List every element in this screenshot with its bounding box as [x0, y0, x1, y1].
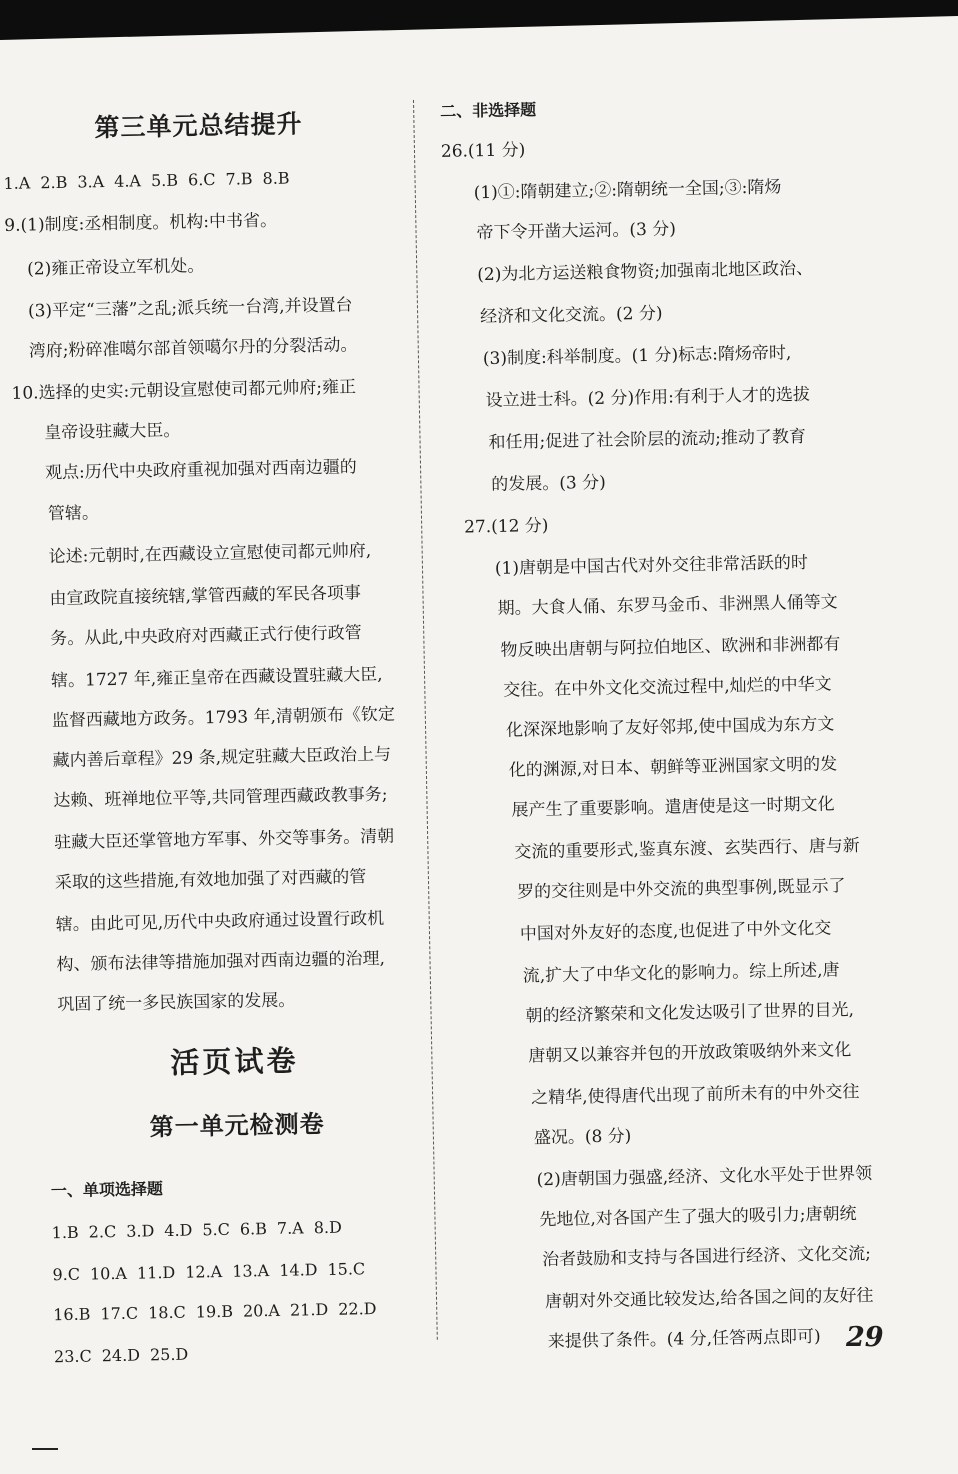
- text-line: (2)唐朝国力强盛,经济、文化水平处于世界领: [536, 1163, 873, 1191]
- text-line: 中国对外友好的态度,也促进了中外文化交: [519, 918, 832, 945]
- mc-answers-row: 23.C 24.D 25.D: [53, 1344, 189, 1367]
- text-line: 管辖。: [47, 503, 100, 525]
- mc-answers-row: 1.B 2.C 3.D 4.D 5.C 6.B 7.A 8.D: [51, 1217, 343, 1243]
- text-line: 10.选择的史实:元朝设宣慰使司都元帅府;雍正: [11, 377, 357, 404]
- text-line: 期。大食人俑、东罗马金币、非洲黑人俑等文: [497, 592, 838, 619]
- text-line: 化的渊源,对日本、朝鲜等亚洲国家文明的发: [508, 754, 838, 781]
- text-line: 巩固了统一多民族国家的发展。: [57, 990, 296, 1016]
- text-line: 交往。在中外文化交流过程中,灿烂的中华文: [503, 674, 832, 701]
- question-number: 27.(12 分): [463, 515, 549, 538]
- bottom-mark: [32, 1448, 58, 1450]
- subsection-title: 第一单元检测卷: [149, 1108, 325, 1142]
- text-line: 交流的重要形式,鉴真东渡、玄奘西行、唐与新: [514, 835, 860, 863]
- text-line: (3)平定“三藩”之乱;派兵统一台湾,并设置台: [27, 295, 353, 322]
- page-number: 29: [846, 1322, 884, 1353]
- text-line: 唐朝又以兼容并包的开放政策吸纳外来文化: [528, 1040, 852, 1067]
- text-line: 驻藏大臣还掌管地方军事、外交等事务。清朝: [54, 826, 395, 854]
- text-line: 采取的这些措施,有效地加强了对西藏的管: [54, 867, 367, 894]
- text-line: 经济和文化交流。(2 分): [479, 303, 663, 328]
- answers-row: 1.A 2.B 3.A 4.A 5.B 6.C 7.B 8.B: [3, 168, 290, 193]
- text-line: 务。从此,中央政府对西藏正式行使行政管: [50, 623, 362, 650]
- text-line: 唐朝对外交通比较发达,给各国之间的友好往: [544, 1285, 874, 1313]
- text-line: (1)唐朝是中国古代对外交往非常活跃的时: [494, 552, 809, 579]
- mc-heading: 一、单项选择题: [50, 1179, 164, 1201]
- text-line: 之精华,使得唐代出现了前所未有的中外交往: [530, 1081, 860, 1109]
- question-number: 26.(11 分): [440, 140, 526, 162]
- text-line: 盛况。(8 分): [533, 1126, 632, 1149]
- text-line: 构、颁布法律等措施加强对西南边疆的治理,: [56, 948, 386, 976]
- text-line: 来提供了条件。(4 分,任答两点即可): [547, 1326, 821, 1353]
- text-line: (3)制度:科举制度。(1 分)标志:隋炀帝时,: [482, 343, 792, 370]
- text-line: 朝的经济繁荣和文化发达吸引了世界的目光,: [525, 1000, 855, 1027]
- text-line: 治者鼓励和支持与各国进行经济、文化交流;: [542, 1243, 872, 1271]
- unit-summary-title: 第三单元总结提升: [94, 109, 303, 143]
- text-line: 流,扩大了中华文化的影响力。综上所述,唐: [522, 960, 840, 987]
- mc-answers-row: 9.C 10.A 11.D 12.A 13.A 14.D 15.C: [52, 1259, 366, 1285]
- text-line: 物反映出唐朝与阿拉伯地区、欧洲和非洲都有: [500, 634, 841, 661]
- text-line: 藏内善后章程》29 条,规定驻藏大臣政治上与: [52, 744, 392, 772]
- text-line: 展产生了重要影响。遣唐使是这一时期文化: [511, 794, 835, 821]
- text-line: 9.(1)制度:丞相制度。机构:中书省。: [4, 210, 278, 236]
- text-line: 帝下令开凿大运河。(3 分): [476, 219, 677, 244]
- text-line: 先地位,对各国产生了强大的吸引力;唐朝统: [539, 1204, 857, 1231]
- text-line: 化深深地影响了友好邻邦,使中国成为东方文: [505, 714, 835, 741]
- left-column: [0, 0, 458, 1474]
- text-line: 监督西藏地方政务。1793 年,清朝颁布《钦定: [51, 704, 396, 732]
- text-line: (2)为北方运送粮食物资;加强南北地区政治、: [477, 258, 814, 286]
- mc-answers-row: 16.B 17.C 18.C 19.B 20.A 21.D 22.D: [53, 1299, 377, 1325]
- text-line: 设立进士科。(2 分)作用:有利于人才的选拔: [485, 384, 811, 412]
- text-line: 的发展。(3 分): [491, 472, 606, 495]
- text-line: 罗的交往则是中外交流的典型事例,既显示了: [516, 876, 846, 903]
- text-line: (1)①:隋朝建立;②:隋朝统一全国;③:隋炀: [473, 177, 782, 204]
- text-line: 观点:历代中央政府重视加强对西南边疆的: [44, 457, 357, 484]
- right-column: [432, 0, 930, 1474]
- text-line: 由宣政院直接统辖,掌管西藏的军民各项事: [49, 583, 362, 610]
- text-line: 论述:元朝时,在西藏设立宣慰使司都元帅府,: [48, 540, 372, 568]
- text-line: 皇帝设驻藏大臣。: [44, 420, 181, 444]
- text-line: 和任用;促进了社会阶层的流动;推动了教育: [488, 426, 807, 453]
- text-line: 湾府;粉碎准噶尔部首领噶尔丹的分裂活动。: [28, 335, 358, 362]
- text-line: (2)雍正帝设立军机处。: [26, 256, 205, 280]
- text-line: 达赖、班禅地位平等,共同管理西藏政教事务;: [53, 784, 388, 812]
- text-line: 辖。1727 年,雍正皇帝在西藏设置驻藏大臣,: [50, 664, 383, 692]
- non-mc-heading: 二、非选择题: [439, 100, 537, 121]
- text-line: 辖。由此可见,历代中央政府通过设置行政机: [55, 908, 385, 936]
- section-title: 活页试卷: [170, 1043, 299, 1080]
